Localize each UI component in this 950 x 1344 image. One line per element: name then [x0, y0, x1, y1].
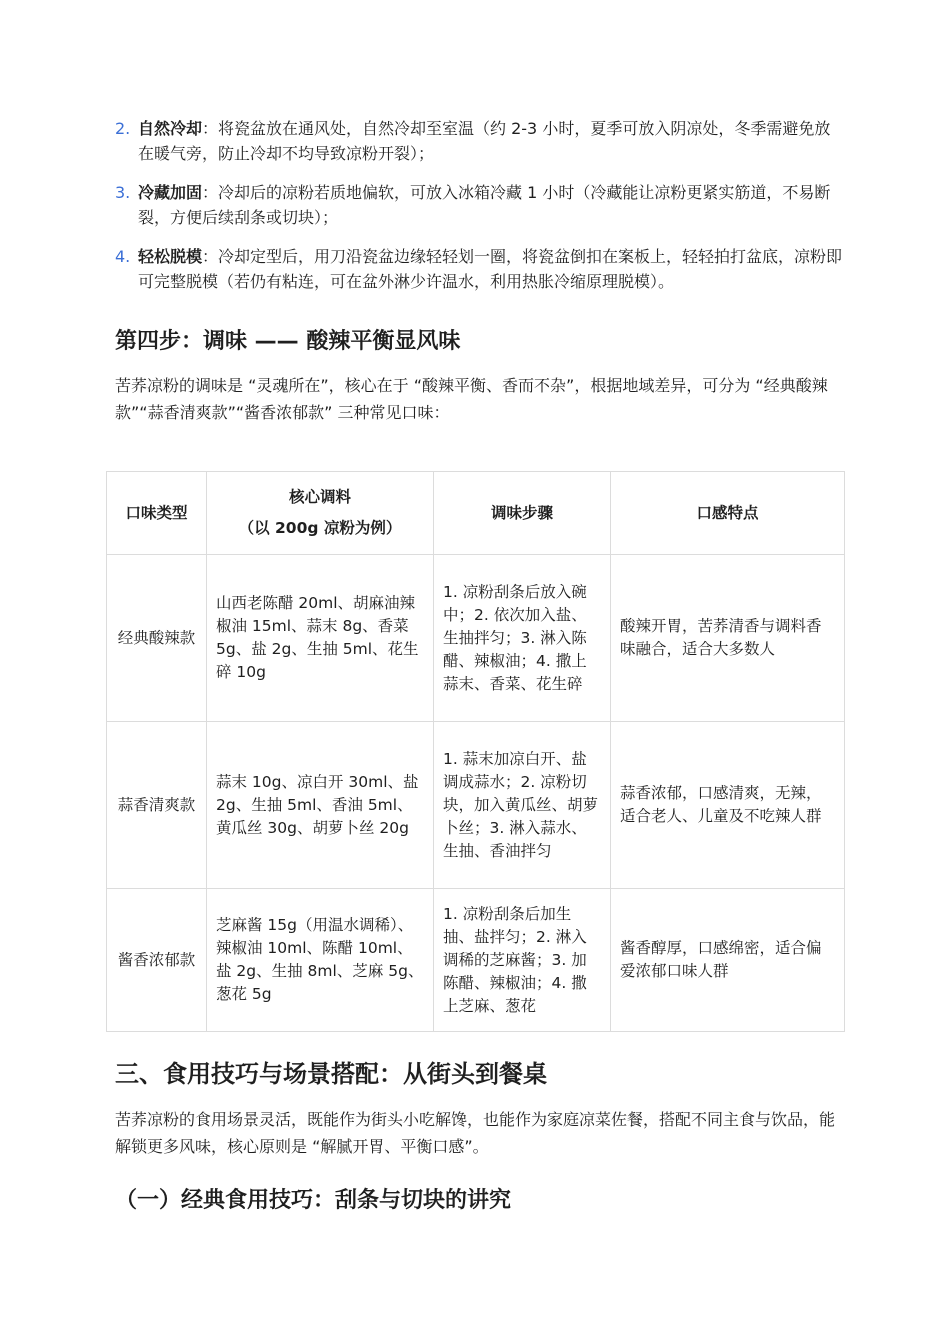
list-item: [115, 116, 845, 166]
header-taste-features: 口感特点: [611, 472, 845, 555]
cell-steps: 1. 凉粉刮条后加生抽、盐拌匀；2. 淋入调稀的芝麻酱；3. 加陈醋、辣椒油；4. 撒上芝麻、葱花: [434, 889, 611, 1032]
list-item: [115, 180, 845, 230]
header-seasoning-steps: 调味步骤: [434, 472, 611, 555]
step-number: 3.: [115, 183, 131, 202]
cell-features: 酸辣开胃，苦荞清香与调料香味融合，适合大多数人: [611, 555, 845, 722]
cell-steps: 1. 凉粉刮条后放入碗中；2. 依次加入盐、生抽拌匀；3. 淋入陈醋、辣椒油；4. 撒上蒜末、香菜、花生碎: [434, 555, 611, 722]
step-number: 2.: [115, 119, 131, 138]
table-row: [107, 889, 845, 1032]
cell-seasoning: 山西老陈醋 20ml、胡麻油辣椒油 15ml、蒜末 8g、香菜 5g、盐 2g、生抽 5ml、花生碎 10g: [207, 555, 434, 722]
sub-heading-classic-tips: （一）经典食用技巧：刮条与切块的讲究: [115, 1188, 512, 1213]
cell-seasoning: 蒜末 10g、凉白开 30ml、盐 2g、生抽 5ml、香油 5ml、黄瓜丝 30g、胡萝卜丝 20g: [207, 722, 434, 889]
list-item: [115, 244, 845, 294]
section-heading-step4: 第四步：调味 —— 酸辣平衡显风味: [115, 329, 461, 354]
header-core-seasoning: [207, 472, 434, 555]
step-text: ：冷却后的凉粉若质地偏软，可放入冰箱冷藏 1 小时（冷藏能让凉粉更紧实筋道，不易断裂，方便后续刮条或切块）；: [138, 183, 831, 227]
seasoning-table: [106, 471, 845, 1032]
header-core-seasoning-title: 核心调料: [288, 488, 351, 506]
cell-seasoning: 芝麻酱 15g（用温水调稀）、辣椒油 10ml、陈醋 10ml、盐 2g、生抽 8ml、芝麻 5g、葱花 5g: [207, 889, 434, 1032]
section-heading-eating-tips: 三、食用技巧与场景搭配：从街头到餐桌: [115, 1060, 547, 1088]
cell-taste-type: 酱香浓郁款: [107, 889, 207, 1032]
step-list: [115, 116, 845, 308]
cell-taste-type: 经典酸辣款: [107, 555, 207, 722]
header-core-seasoning-note: （以 200g 凉粉为例）: [238, 519, 402, 537]
step-text: ：冷却定型后，用刀沿瓷盆边缘轻轻划一圈，将瓷盆倒扣在案板上，轻轻拍打盆底，凉粉即可完整脱模（若仍有粘连，可在盆外淋少许温水，利用热胀冷缩原理脱模）。: [138, 247, 843, 291]
step-title: 自然冷却: [138, 119, 203, 138]
section-intro-paragraph: 苦荞凉粉的食用场景灵活，既能作为街头小吃解馋，也能作为家庭凉菜佐餐，搭配不同主食与饮品，能解锁更多风味，核心原则是 “解腻开胃、平衡口感”。: [115, 1110, 836, 1156]
cell-steps: 1. 蒜末加凉白开、盐调成蒜水；2. 凉粉切块，加入黄瓜丝、胡萝卜丝；3. 淋入蒜水、生抽、香油拌匀: [434, 722, 611, 889]
cell-taste-type: 蒜香清爽款: [107, 722, 207, 889]
step-text: ：将瓷盆放在通风处，自然冷却至室温（约 2-3 小时，夏季可放入阴凉处，冬季需避免放在暖气旁，防止冷却不均导致凉粉开裂）；: [138, 119, 831, 163]
step-number: 4.: [115, 247, 131, 266]
header-taste-type: 口味类型: [107, 472, 207, 555]
table-row: [107, 555, 845, 722]
section-intro-paragraph: 苦荞凉粉的调味是 “灵魂所在”，核心在于 “酸辣平衡、香而不杂”，根据地域差异，可分为 “经典酸辣款”“蒜香清爽款”“酱香浓郁款” 三种常见口味：: [115, 376, 828, 422]
cell-features: 酱香醇厚，口感绵密，适合偏爱浓郁口味人群: [611, 889, 845, 1032]
step-title: 冷藏加固: [138, 183, 203, 202]
cell-features: 蒜香浓郁，口感清爽，无辣，适合老人、儿童及不吃辣人群: [611, 722, 845, 889]
table-row: [107, 722, 845, 889]
step-title: 轻松脱模: [138, 247, 203, 266]
table-header-row: [107, 472, 845, 555]
